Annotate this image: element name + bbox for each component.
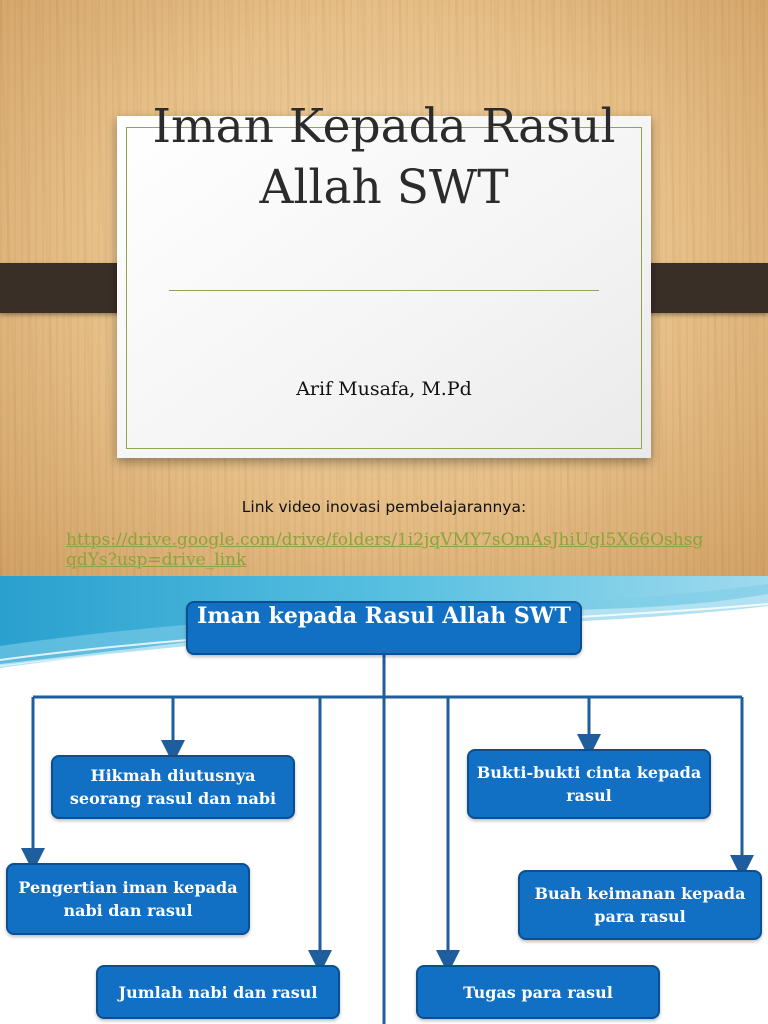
link-caption: Link video inovasi pembelajarannya:	[241, 498, 527, 516]
video-link[interactable]: https://drive.google.com/drive/folders/1i2jqVMY7sOmAsJhiUgl5X66OshsgqdYs?usp=drive_link	[66, 530, 704, 570]
concept-map-slide	[0, 576, 768, 1024]
node-hikmah[interactable]: Hikmah diutusnya seorang rasul dan nabi	[51, 755, 295, 819]
root-node[interactable]: Iman kepada Rasul Allah SWT	[186, 601, 582, 655]
title-card	[117, 99, 651, 458]
title-divider	[169, 290, 599, 291]
node-pengertian[interactable]: Pengertian iman kepada nabi dan rasul	[6, 863, 250, 935]
node-jumlah[interactable]: Jumlah nabi dan rasul	[96, 965, 340, 1019]
author-name: Arif Musafa, M.Pd	[296, 378, 472, 400]
node-bukti[interactable]: Bukti-bukti cinta kepada rasul	[467, 749, 711, 819]
node-buah[interactable]: Buah keimanan kepada para rasul	[518, 870, 762, 940]
node-tugas[interactable]: Tugas para rasul	[416, 965, 660, 1019]
slide-title: Iman Kepada Rasul Allah SWT	[152, 99, 616, 215]
